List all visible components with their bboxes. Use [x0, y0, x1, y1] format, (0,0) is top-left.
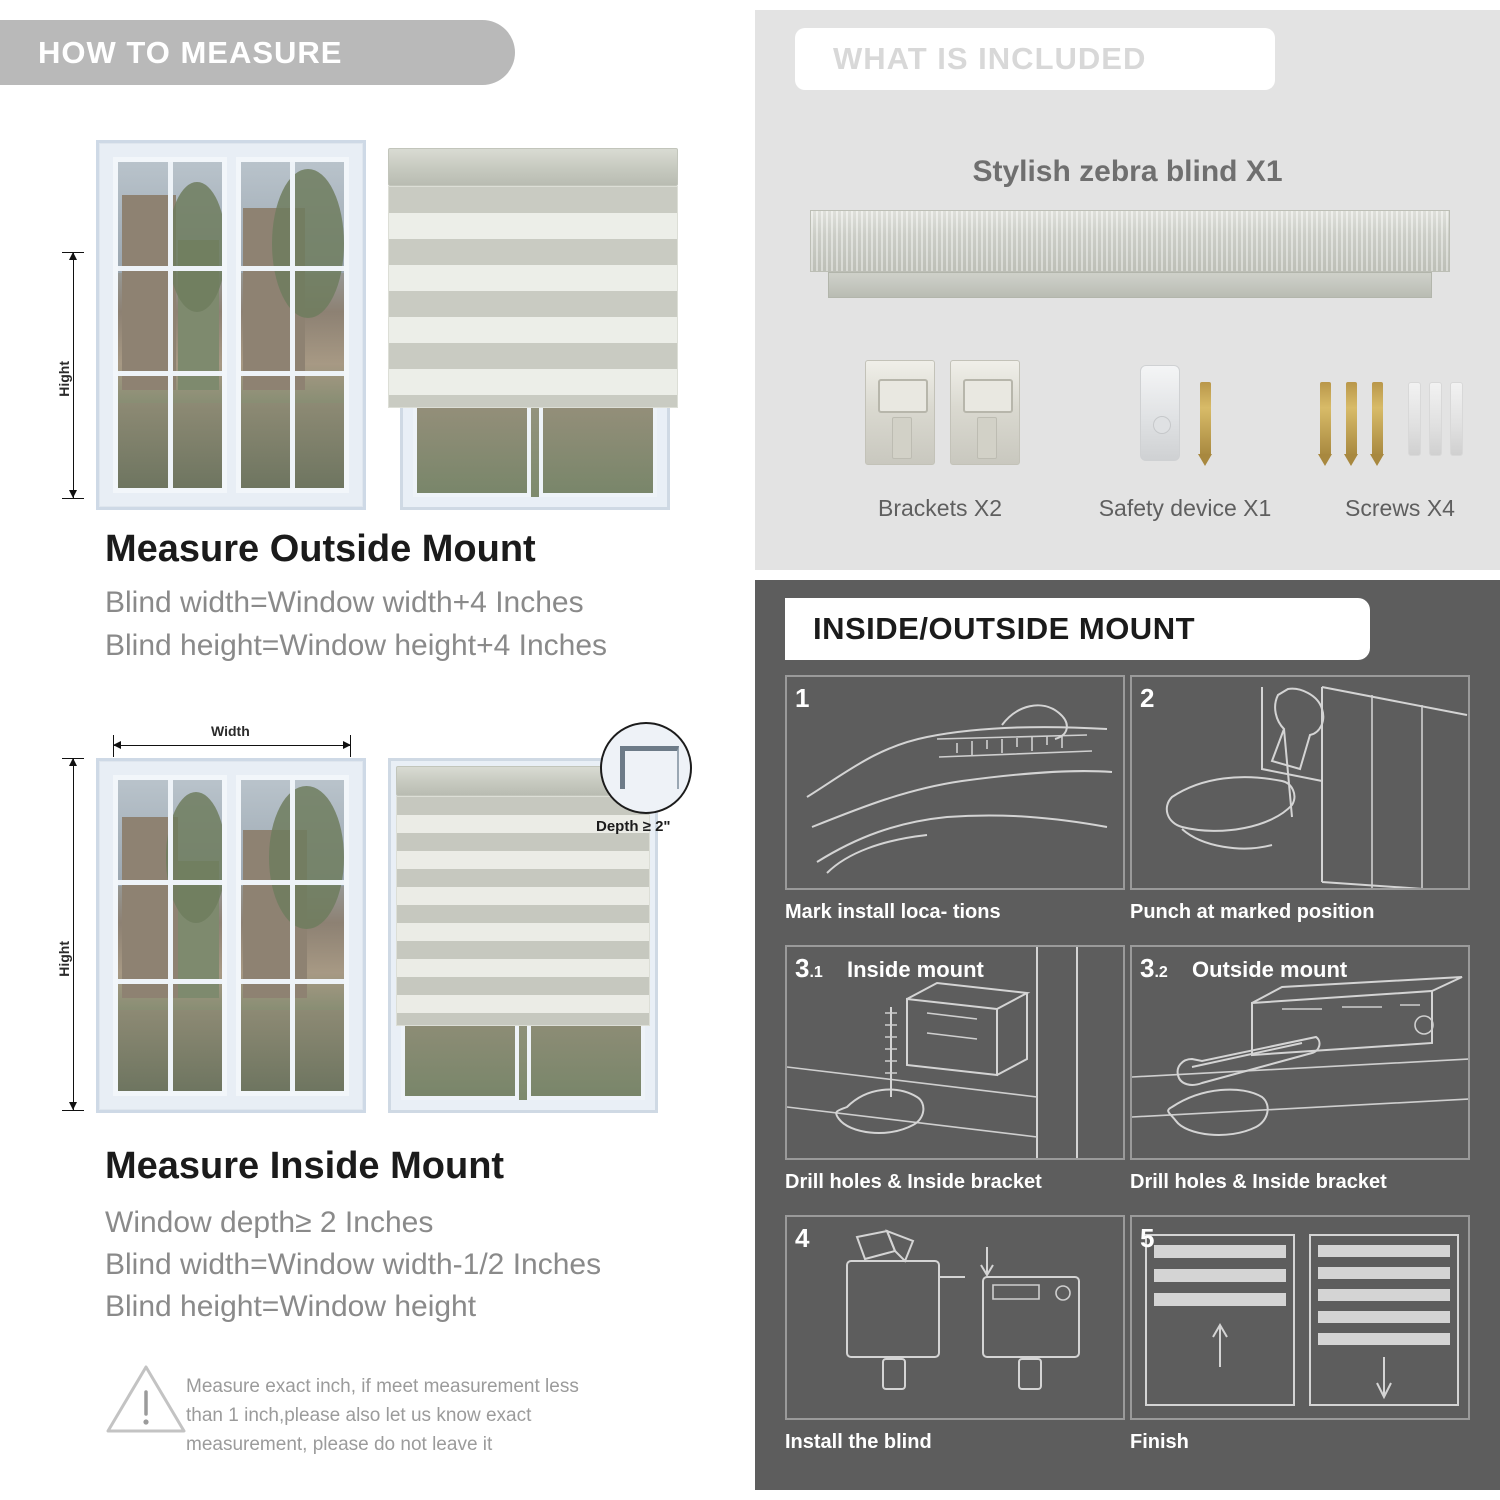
- outside-mount-title: Measure Outside Mount: [105, 528, 536, 570]
- inside-mount-diagram: [0, 723, 745, 1130]
- step-4: [785, 1215, 1125, 1465]
- step-3-1-number: 3.1: [795, 953, 823, 983]
- step-4-caption: Install the blind: [785, 1431, 932, 1453]
- inside-outside-mount-panel: [755, 580, 1500, 1490]
- step-2: [1130, 675, 1470, 935]
- mullion: [118, 979, 222, 984]
- mullion: [118, 880, 222, 885]
- window-pane-left: [113, 775, 227, 1096]
- what-is-included-header: WHAT IS INCLUDED: [795, 28, 1275, 90]
- tree: [269, 786, 344, 929]
- step-3-1-inline-label: Inside mount: [847, 957, 984, 982]
- screw-icon: [1200, 382, 1211, 456]
- outside-mount-line2: Blind height=Window height+4 Inches: [105, 629, 608, 662]
- window-depth-corner: [620, 746, 679, 789]
- how-to-measure-header: HOW TO MEASURE: [0, 20, 515, 85]
- part-label: Safety device X1: [1098, 495, 1272, 521]
- what-is-included-panel: [755, 10, 1500, 570]
- safety-device-icon: [1140, 365, 1180, 461]
- mullion: [241, 371, 345, 376]
- zebra-blind-product-image: [810, 210, 1450, 305]
- window-illustration-outside: [96, 140, 366, 510]
- zebra-fabric: [388, 186, 678, 408]
- step-3-2-number: 3.2: [1140, 953, 1168, 983]
- step-5: [1130, 1215, 1470, 1465]
- wall-anchor-icon: [1429, 382, 1442, 456]
- mullion: [118, 371, 222, 376]
- width-arrow: [113, 745, 351, 746]
- depth-callout-circle: [600, 722, 692, 814]
- window-pane-right: [236, 775, 350, 1096]
- part-safety-device: [1055, 340, 1315, 530]
- height-label: Hight: [56, 935, 72, 983]
- mullion: [118, 266, 222, 271]
- inside-mount-line1: Window depth≥ 2 Inches: [105, 1206, 434, 1239]
- blind-outside-mount-illustration: [388, 140, 688, 510]
- mullion: [241, 266, 345, 271]
- height-label: Hight: [56, 355, 72, 403]
- window-pane-left: [113, 157, 227, 493]
- mullion: [241, 880, 345, 885]
- outside-mount-line1: Blind width=Window width+4 Inches: [105, 586, 584, 619]
- inside-outside-mount-header: INSIDE/OUTSIDE MOUNT: [785, 598, 1370, 660]
- mullion: [290, 780, 295, 1091]
- rail-bottom: [828, 272, 1432, 298]
- tree: [168, 182, 226, 312]
- height-tick-bottom: [62, 1110, 84, 1111]
- step-1-caption: Mark install loca- tions: [785, 901, 1001, 923]
- height-arrow: [73, 758, 74, 1110]
- rail-top: [810, 210, 1450, 272]
- step-5-number: 5: [1140, 1223, 1155, 1253]
- step-1-number: 1: [795, 683, 810, 713]
- wall-anchor-icon: [1450, 382, 1463, 456]
- height-arrow: [73, 252, 74, 498]
- mullion: [290, 162, 295, 488]
- screw-icon: [1320, 382, 1331, 456]
- step-4-image: [785, 1215, 1125, 1420]
- step-3-1-caption: Drill holes & Inside bracket: [785, 1171, 1042, 1193]
- inside-mount-line3: Blind height=Window height: [105, 1290, 477, 1323]
- product-title: Stylish zebra blind X1: [972, 155, 1283, 188]
- inside-mount-line2: Blind width=Window width-1/2 Inches: [105, 1248, 602, 1281]
- step-5-image: [1130, 1215, 1470, 1420]
- inside-mount-title: Measure Inside Mount: [105, 1145, 505, 1187]
- window-pane-right: [236, 157, 350, 493]
- blind-headrail: [388, 148, 678, 186]
- step-3-2-inline-label: Outside mount: [1192, 957, 1348, 982]
- step-1-image: [785, 675, 1125, 890]
- step-2-number: 2: [1140, 683, 1155, 713]
- warning-line3: measurement, please do not leave it: [186, 1434, 493, 1455]
- part-label: Screws X4: [1345, 495, 1455, 521]
- step-3-1: [785, 945, 1125, 1205]
- tree: [272, 169, 344, 319]
- wall-anchor-icon: [1408, 382, 1421, 456]
- mullion: [168, 162, 173, 488]
- right-column: [745, 0, 1500, 1500]
- warning-triangle-icon: [105, 1362, 187, 1436]
- part-brackets: [800, 340, 1080, 530]
- window-illustration-inside: [96, 758, 366, 1113]
- step-3-2-caption: Drill holes & Inside bracket: [1130, 1171, 1387, 1193]
- part-screws: [1300, 340, 1500, 530]
- screw-icon: [1346, 382, 1357, 456]
- bracket-icon: [950, 360, 1020, 465]
- warning-line2: than 1 inch,please also let us know exact: [186, 1405, 532, 1426]
- warning-line1: Measure exact inch, if meet measurement less: [186, 1376, 579, 1397]
- depth-label: Depth ≥ 2": [596, 818, 671, 835]
- bracket-icon: [865, 360, 935, 465]
- step-2-caption: Punch at marked position: [1130, 901, 1375, 923]
- step-1: [785, 675, 1125, 935]
- step-3-2: [1130, 945, 1470, 1205]
- mullion: [241, 979, 345, 984]
- screw-icon: [1372, 382, 1383, 456]
- step-5-caption: Finish: [1130, 1431, 1189, 1453]
- height-tick-bottom: [62, 498, 84, 499]
- step-2-image: [1130, 675, 1470, 890]
- width-label: Width: [205, 723, 256, 739]
- part-label: Brackets X2: [878, 495, 1002, 521]
- included-parts-row: [755, 340, 1500, 540]
- tree: [166, 792, 226, 923]
- mullion: [168, 780, 173, 1091]
- how-to-measure-column: [0, 0, 745, 1500]
- outside-mount-diagram: [0, 110, 745, 510]
- step-4-number: 4: [795, 1223, 810, 1253]
